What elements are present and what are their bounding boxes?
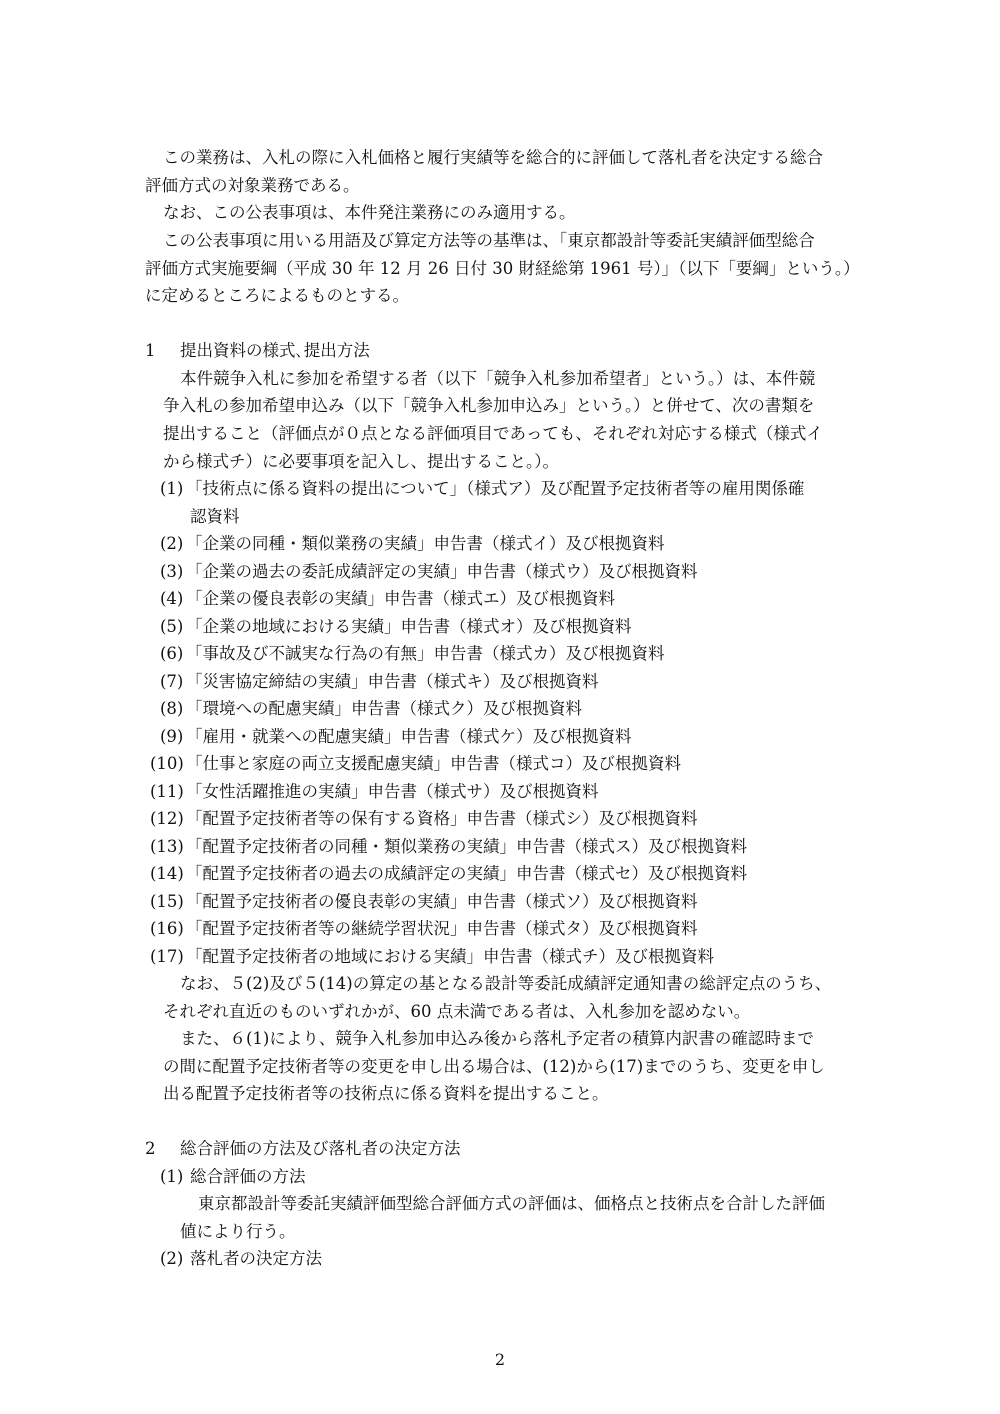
list-item-text: 「企業の地域における実績」申告書（様式オ）及び根拠資料	[186, 617, 632, 636]
list-item-number: (12)	[150, 809, 184, 828]
list-item-text: 「事故及び不誠実な行為の有無」申告書（様式カ）及び根拠資料	[186, 644, 665, 663]
list-item-number: (16)	[150, 919, 184, 938]
list-item-text-continuation: 認資料	[190, 507, 240, 526]
list-item-number: (1)	[160, 479, 184, 498]
list-item-number: (9)	[160, 727, 184, 746]
section-2-number: 2	[145, 1139, 156, 1158]
list-item-number: (11)	[150, 782, 184, 801]
section-1-body-line-1: 本件競争入札に参加を希望する者（以下「競争入札参加希望者」という。）は、本件競	[180, 369, 816, 388]
section-2-title: 総合評価の方法及び落札者の決定方法	[180, 1139, 461, 1158]
section-1-note-2-line-2: の間に配置予定技術者等の変更を申し出る場合は、(12)から(17)までのうち、変更を申し	[163, 1057, 825, 1076]
list-item-number: (2)	[160, 534, 184, 553]
section-1-body-line-2: 争入札の参加希望申込み（以下「競争入札参加申込み」という。）と併せて、次の書類を	[163, 396, 815, 415]
intro-paragraph-3-line-3: に定めるところによるものとする。	[145, 286, 409, 305]
list-item-number: (5)	[160, 617, 184, 636]
list-item-text: 「技術点に係る資料の提出について」（様式ア）及び配置予定技術者等の雇用関係確	[186, 479, 805, 498]
list-item-text: 「女性活躍推進の実績」申告書（様式サ）及び根拠資料	[186, 782, 599, 801]
section-1-body-line-4: から様式チ）に必要事項を記入し、提出すること。）。	[163, 452, 559, 471]
section-2-sub-1-number: (1)	[160, 1167, 184, 1186]
section-1-note-1-line-1: なお、５(2)及び５(14)の算定の基となる設計等委託成績評定通知書の総評定点のうち、	[180, 974, 832, 993]
list-item-text: 「配置予定技術者等の保有する資格」申告書（様式シ）及び根拠資料	[186, 809, 698, 828]
list-item-number: (13)	[150, 837, 184, 856]
list-item-number: (3)	[160, 562, 184, 581]
section-2-sub-1-body-line-2: 値により行う。	[180, 1222, 296, 1241]
list-item-number: (7)	[160, 672, 184, 691]
list-item-text: 「企業の同種・類似業務の実績」申告書（様式イ）及び根拠資料	[186, 534, 665, 553]
list-item-text: 「配置予定技術者等の継続学習状況」申告書（様式タ）及び根拠資料	[186, 919, 698, 938]
list-item-text: 「配置予定技術者の過去の成績評定の実績」申告書（様式セ）及び根拠資料	[186, 864, 747, 883]
section-2-sub-1-title: 総合評価の方法	[190, 1167, 306, 1186]
list-item-text: 「雇用・就業への配慮実績」申告書（様式ケ）及び根拠資料	[186, 727, 632, 746]
list-item-number: (15)	[150, 892, 184, 911]
list-item-text: 「配置予定技術者の優良表彰の実績」申告書（様式ソ）及び根拠資料	[186, 892, 698, 911]
section-2-sub-2-number: (2)	[160, 1249, 184, 1268]
section-1-note-2-line-1: また、６(1)により、競争入札参加申込み後から落札予定者の積算内訳書の確認時まで	[180, 1029, 814, 1048]
list-item-number: (4)	[160, 589, 184, 608]
list-item-text: 「仕事と家庭の両立支援配慮実績」申告書（様式コ）及び根拠資料	[186, 754, 681, 773]
section-1-body-line-3: 提出すること（評価点が０点となる評価項目であっても、それぞれ対応する様式（様式イ	[163, 424, 823, 443]
section-2-sub-2-title: 落札者の決定方法	[190, 1249, 322, 1268]
list-item-text: 「企業の過去の委託成績評定の実績」申告書（様式ウ）及び根拠資料	[186, 562, 698, 581]
page-number: 2	[494, 1350, 506, 1369]
list-item-number: (8)	[160, 699, 184, 718]
intro-paragraph-1-line-2: 評価方式の対象業務である。	[145, 176, 360, 195]
section-1-note-1-line-2: それぞれ直近のものいずれかが、60 点未満である者は、入札参加を認めない。	[163, 1002, 751, 1021]
list-item-number: (17)	[150, 947, 184, 966]
section-1-title: 提出資料の様式､提出方法	[180, 341, 370, 360]
list-item-text: 「環境への配慮実績」申告書（様式ク）及び根拠資料	[186, 699, 582, 718]
list-item-number: (6)	[160, 644, 184, 663]
list-item-number: (10)	[150, 754, 184, 773]
intro-paragraph-2-line-1: なお、この公表事項は、本件発注業務にのみ適用する。	[163, 203, 576, 222]
section-1-number: 1	[145, 341, 156, 360]
section-2-sub-1-body-line-1: 東京都設計等委託実績評価型総合評価方式の評価は、価格点と技術点を合計した評価	[198, 1194, 825, 1213]
intro-paragraph-1-line-1: この業務は、入札の際に入札価格と履行実績等を総合的に評価して落札者を決定する総合	[163, 148, 823, 167]
intro-paragraph-3-line-2: 評価方式実施要綱（平成 30 年 12 月 26 日付 30 財経総第 1961 号）」（以下「要綱」という。）	[145, 259, 860, 278]
list-item-text: 「配置予定技術者の同種・類似業務の実績」申告書（様式ス）及び根拠資料	[186, 837, 747, 856]
list-item-text: 「企業の優良表彰の実績」申告書（様式エ）及び根拠資料	[186, 589, 615, 608]
section-1-note-2-line-3: 出る配置予定技術者等の技術点に係る資料を提出すること。	[163, 1084, 609, 1103]
list-item-text: 「災害協定締結の実績」申告書（様式キ）及び根拠資料	[186, 672, 599, 691]
intro-paragraph-3-line-1: この公表事項に用いる用語及び算定方法等の基準は、「東京都設計等委託実績評価型総合	[163, 231, 815, 250]
list-item-number: (14)	[150, 864, 184, 883]
list-item-text: 「配置予定技術者の地域における実績」申告書（様式チ）及び根拠資料	[186, 947, 714, 966]
